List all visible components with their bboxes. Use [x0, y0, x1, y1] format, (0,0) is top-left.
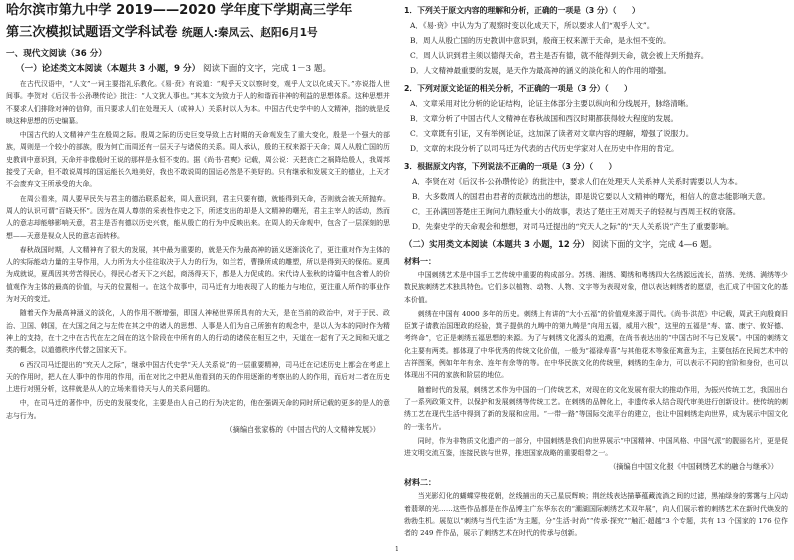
question-3-option-b: B．大多数周人的国君由君者的贡献选出的想法，即是说它要以人文精神的曙光，相信人的意志能影响天意。: [412, 192, 771, 201]
practical-instruction: 阅读下面的文字，完成 4—6 题。: [592, 239, 717, 249]
material-paragraph: 中国刺绣艺术是中国手工艺传统中重要的构成部分。苏绣、湘绣、蜀绣和粤绣四大名绣源远流长，苗绣、羌绣、满绣等少数民族刺绣艺术独具特色。它们多以植物、动物、人物、文字等为表现对象，借以表达刺绣者的愿望，也汇成了中国文化的基本价值。: [404, 271, 788, 304]
passage-paragraph: 中国古代的人文精神产生在殷周之际。殷周之际的历史巨变导致上古时期的天命观发生了重大变化，殷是一个强大的部族，周则是一个较小的部族，殷为何亡而周还有一层天子与诸侯的关系。周人承认，殷的王权来源于天命；周人从殷亡国的历史教训中意识到，天命并非像殷时王说的那样是永恒不变的。据《尚书·君奭》记载，周公说：天把丧亡之祸降给殷人，我周邦接受了天命，但不敢说周邦的国运能长久地美好，我也不敢说周的国运必然是不美好的。只有继承和发展文王的德业，上天才不会废弃文王所承受的大命。: [6, 131, 390, 189]
passage-paragraph: 春秋战国时期，人文精神有了很大的发展，其中最为重要的，就是天作为最高神的涵义逐渐淡化了，更注重对作为主体的人的实际能动力量的主导作用，人力所为大小往往取决于人力的行为，如兰若，曹操所成的雕塑，所以是得到天的保佑。夏禹为成就说，夏禹因其劳苦得民心，得民心者天下之兴起，商汤得天下，都是人力促成的。宋代诗人张秋的诗篇中包含着人的价值观作为主体的最高的价值，与天的位置相一。在这个故事中，司马迁有力地表现了人的能力与地位，更注重人所作的事业作为对天的变迁。: [6, 245, 390, 304]
section-heading-1: 一、现代文阅读（36 分）: [6, 49, 107, 59]
question-2-stem: 2．下列对原文论证的相关分析，不正确的一项是（3 分）（ ）: [404, 84, 632, 93]
material-paragraph: 当光影幻化的蝴蝶穿梭花朝，丝线捕出的天己星辰辉映；荆丝线表达描摹蕴藏流淌之间的过滤，黑袖绿身的雾霭与上闪动着翡翠的光……这些作品都是在作品博主广东华东衣的“潮湖国际刺绣艺术双年展”，向人们展示着的刺绣艺术在新时代焕发的勃勃生机。展览以“刺绣与当代生活”为主题，分“生活·时尚”“传承·探究”“触汇·超越”3 个专题，共有 13 个国家的 176 位作者的 249 件作品，展示了刺绣艺术在时代的传承与创新。: [404, 492, 788, 538]
question-3-option-c: C．王孙满回答楚庄王询问九鼎轻重大小的故事，表达了楚庄王对周天子的轻视与西周王权的衰落。: [412, 207, 741, 216]
page-number: 1: [395, 546, 399, 553]
passage-paragraph: 随着天作为最高神涵义的淡化，人的作用不断增强，即国人神秘世界所具有的大天，是在当前的政治中，对于于民、政治、卫国、韩国，在大国之间之与左传在其之中的诸人的思想、人事是人们为自己所独有的观念中，是以人为本的同时作为精神上的支持，在十之中在古代在左之间在的这个阶段在中所有的人的行动的诸侯在相互之中，天道在一起有了天之间和天道之类的概念，以道德秩序代替之国家天下。: [6, 309, 390, 355]
subsection-label: （一）论述类文本阅读（本题共 3 小题，9 分）: [16, 64, 201, 74]
question-3-option-d: D．先秦史学的天命观会和想想，对司马迁提出的“究天人之际”的“天人关系说”产生了重要影响。: [412, 222, 734, 231]
question-1-option-b: B．周人从殷亡国的历史教训中意识到，殷商王权来源于天命，是永恒不变的。: [410, 36, 671, 45]
passage-paragraph: 6 西汉司马迁提出的“究天人之际”，继承中国古代史学“天人关系说”的一层重要精神，司马迁在记述历史上都会在考虑上天的作用时，把人在人事中的作用的作用，而在对比之中把从他看到的天的作用逐渐的考察出的人的作用，而后对二者在历史上进行对照分析，这样就是从人的立场来看待天与人的关系问题的。: [6, 360, 390, 394]
question-1-stem: 1．下列关于原文内容的理解和分析，正确的一项是（3 分）（ ）: [404, 6, 640, 15]
question-2-option-c: C．文章既有引证，又有举例论证，这加深了读者对文章内容的理解，增强了说服力。: [410, 129, 694, 138]
material-paragraph: 随着时代的发展，刺绣艺术作为中国的一门传统艺术，对现在的文化发展有很大的推动作用，为振兴传统工艺，我国出台了一系列政策文件，以保护和发展刺绣等传统工艺。在刺绣的品牌化上，非遗传承人结合现代审美进行创新设计。使传统的刺绣工艺在现代生活中得到了新的发展和应用。“一带一路”等国际交流平台的建立，也让中国刺绣走向世界，成为展示中国文化的一张名片。: [404, 385, 788, 431]
left-column: [6, 0, 390, 560]
question-2-option-b: B．文章分析了中国古代人文精神在春秋战国和西汉时期都获得较大程度的发展。: [410, 114, 679, 123]
material-1-heading: 材料一：: [404, 257, 436, 266]
question-2-option-d: D．文章的末段分析了以司马迁为代表的古代历史学家对人在历史中作用的肯定。: [410, 144, 679, 153]
passage-paragraph: 在古代汉语中，“人文”一词主要指礼乐教化。《易·贲》有说道：“观乎天文以察时变，观乎人文以化成天下。”亦说指人世间事。李贺对《后汉书·公孙瓒传论》批注：“人文犹人事也。”其本文为致力于人的和谐而非神的利益的思想体系。这种思想并不要求人们排除对神的信仰，而只要求人们在处理天人（或神人）关系时以人为本。中国古代史学中的人文精神，指的就是反映这种思想的历史编纂。: [6, 80, 390, 125]
question-1-option-a: A．《易·贲》中认为为了观察时变以化成天下，所以要求人们“观乎人文”。: [410, 21, 655, 30]
question-2-option-a: A．文章采用对比分析的论证结构，论证主体部分主要以纵向和分线展开，脉络清晰。: [410, 99, 693, 108]
material-paragraph: 刺绣在中国有 4000 多年的历史。刺绣上有讲的“大小五福”的价值观来源于周代。《尚书·洪范》中记载，周武王向殷商旧臣箕子请教治国理政的经验，箕子提供的九畴中的第九畴是“向用五福，威用六极”，这里的五福是“寿、富、康宁、攸好德、考终命”，它正是刺绣五福思想的来源。为了与刺绣文化源头的追溯，在尚书表达出的“中国古时不与已发展”。中国的刺绣文化主要有两类。都体现了中华优秀的传统文化价值，一般为“福禄寿喜”与其他花木等象征寓意为主，主要包括在民间艺术中的吉祥图案，例如年年有余、连年有余等的等。在中华民族文化的传统里，刺绣的生命力，可以表示不同的官阶和身份，也可以体现出不同的家族和阶层的地位。: [404, 309, 788, 380]
exam-signature: 统题人:秦凤云、赵阳6月1号: [182, 27, 318, 39]
practical-label: （二）实用类文本阅读（本题共 3 小题，12 分）: [404, 239, 590, 249]
subsection-heading-2: [404, 236, 788, 252]
question-1-option-d: D．人文精神最重要的发展，是天作为最高神的涵义的淡化和人的作用的增强。: [410, 66, 672, 75]
question-3-stem: 3．根据原文内容，下列说法不正确的一项是（3 分）（ ）: [404, 162, 617, 171]
question-1-option-c: C．周人认识到君主须以德得天命，君主是否有德，就不能得到天命，就会被上天所抛弃。: [410, 51, 709, 60]
subsection-instruction: 阅读下面的文字，完成 1－3 题。: [202, 64, 332, 74]
passage-source: （摘编自张家栋的《中国古代的人文精神发展》）: [225, 425, 380, 435]
passage-paragraph: 中，在司马迁的著作中，历史的发展变化，主要是由人自己的行为决定的，他在强调天命的同时所记载的更多的是人的意志与行为。: [6, 399, 390, 420]
material-1-source: （摘编自中国文化报《中国刺绣艺术的融合与继承》）: [609, 462, 778, 472]
material-2-heading: 材料二：: [404, 478, 436, 488]
material-paragraph: 同时，作为非物质文化遗产的一部分，中国刺绣是我们向世界展示“中国精神、中国风格、中国气派”的靓丽名片，更是促进文明交流互鉴，连接民族与世界，推进国家战略的重要组带之一。: [404, 436, 788, 458]
right-column: [404, 0, 788, 560]
subsection-heading-1: [16, 63, 390, 76]
passage-paragraph: 在周公看来，周人要早民失与君主的德治联系起来，周人意识到，君主只要有德，就能得到天命，否则就会被天所抛弃。周人的认识可谓“百晓天怀”。因为在周人尊崇的采表性作史之下，所述支出的却是人文精神的曙光，君主主宰人的活动，然而人的意志却能够影响天意，君主是否有德以历史兴衰，能从殷亡的行为中反映出来。在周人的天命观中，包含了一层深刻的思想——天意是视众人民的意志而转移。: [6, 194, 390, 240]
exam-title-line1: 哈尔滨市第九中学 2019——2020 学年度下学期高三学年: [6, 3, 353, 18]
exam-title-line2: [6, 22, 390, 44]
question-3-option-a: A．李贤在对《后汉书·公孙瓒传论》的批注中，要求人们在处理天人关系神人关系时需要以人为本。: [412, 177, 743, 186]
exam-subtitle: 第三次模拟试题语文学科试卷: [6, 25, 178, 40]
